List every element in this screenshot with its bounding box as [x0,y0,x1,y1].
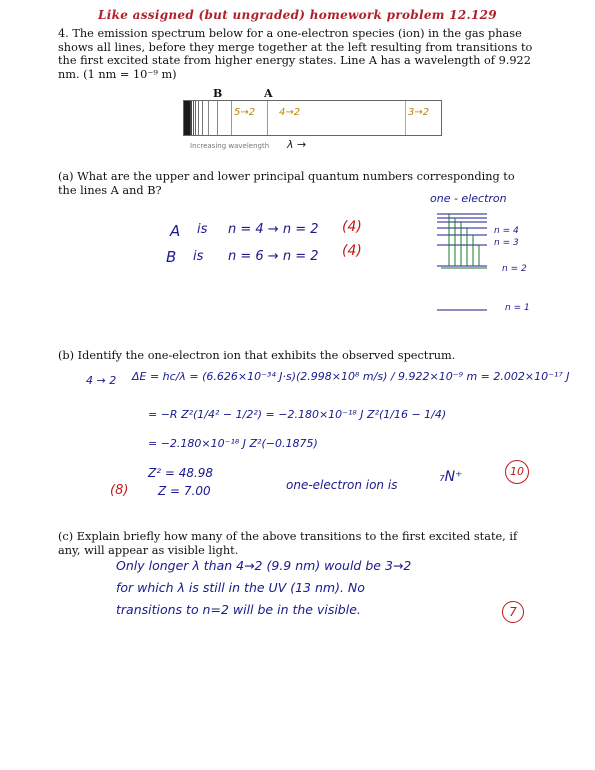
answer-b-score: (4) [342,243,362,259]
spectrum-line-b [217,101,218,135]
spectrum-line [231,101,232,135]
spectrum-line [202,101,203,135]
spectrum-line [195,101,196,135]
calc-line-1: ΔE = hc/λ = (6.626×10⁻³⁴ J·s)(2.998×10⁸ m/s) / 9.922×10⁻⁹ m = 2.002×10⁻¹⁷ J [132,370,570,383]
calc-z-squared: Z² = 48.98 [148,466,214,480]
answer-a: n = 4 → n = 2 [228,222,319,237]
lambda-arrow: λ → [287,138,307,151]
question-b: (b) Identify the one-electron ion that exhibits the observed spectrum. [58,349,456,362]
ion-answer: ₇N⁺ [439,469,463,485]
note-5-2: 5→2 [234,107,256,118]
line-a-label: A [264,87,273,100]
spectrum-line [190,101,192,135]
answer-a-label: A [170,222,181,240]
spectrum-line [405,101,406,135]
problem-statement: 4. The emission spectrum below for a one-electron species (ion) in the gas phase shows all lines, before they merge together at the left resulting from transitions to the first excited state from higher energy states. Line A has a wavelength of 9.922 nm. (1 nm = 10⁻⁹ m) [58,27,533,81]
spectrum-line-a [267,101,268,135]
answer-b-label: B [166,248,177,266]
level-n3: n = 3 [494,238,519,248]
answer-c-line1: Only longer λ than 4→2 (9.9 nm) would be 3→2 [116,558,412,573]
ion-conclusion: one-electron ion is [286,478,398,492]
question-a: (a) What are the upper and lower principal quantum numbers corresponding to the lines A and B? [58,170,515,197]
line-b-label: B [213,87,223,100]
energy-level-diagram [435,208,495,318]
part-c-grade: 7 [502,601,524,623]
answer-c-line3: transitions to n=2 will be in the visible. [116,602,361,617]
page-header: Like assigned (but ungraded) homework problem 12.129 [98,8,497,22]
axis-caption: Increasing wavelength [190,142,270,150]
part-b-grade: 10 [505,460,529,484]
level-n2: n = 2 [502,264,527,274]
spectrum-line [193,101,194,135]
level-n1: n = 1 [505,303,530,313]
transition-4-2: 4 → 2 [86,374,117,387]
calc-line-3: = −2.180×10⁻¹⁸ J Z²(−0.1875) [148,437,318,450]
part-b-score: (8) [110,483,129,498]
answer-a-score: (4) [342,219,362,235]
calc-z: Z = 7.00 [158,484,211,498]
question-c: (c) Explain briefly how many of the above transitions to the first excited state, if any, will appear as visible light. [58,530,518,557]
level-n4: n = 4 [494,226,519,236]
spectrum-line [198,101,199,135]
answer-c-line2: for which λ is still in the UV (13 nm). No [116,580,365,595]
note-3-2: 3→2 [408,107,430,118]
spectrum-line [208,101,209,135]
answer-a-is: is [197,222,208,237]
emission-spectrum [183,100,442,136]
answer-b-is: is [193,249,204,264]
diagram-title: one - electron [430,192,507,205]
calc-line-2: = −R Z²(1/4² − 1/2²) = −2.180×10⁻¹⁸ J Z²(1/16 − 1/4) [148,408,447,421]
note-4-2: 4→2 [279,107,301,118]
answer-b: n = 6 → n = 2 [228,249,319,264]
